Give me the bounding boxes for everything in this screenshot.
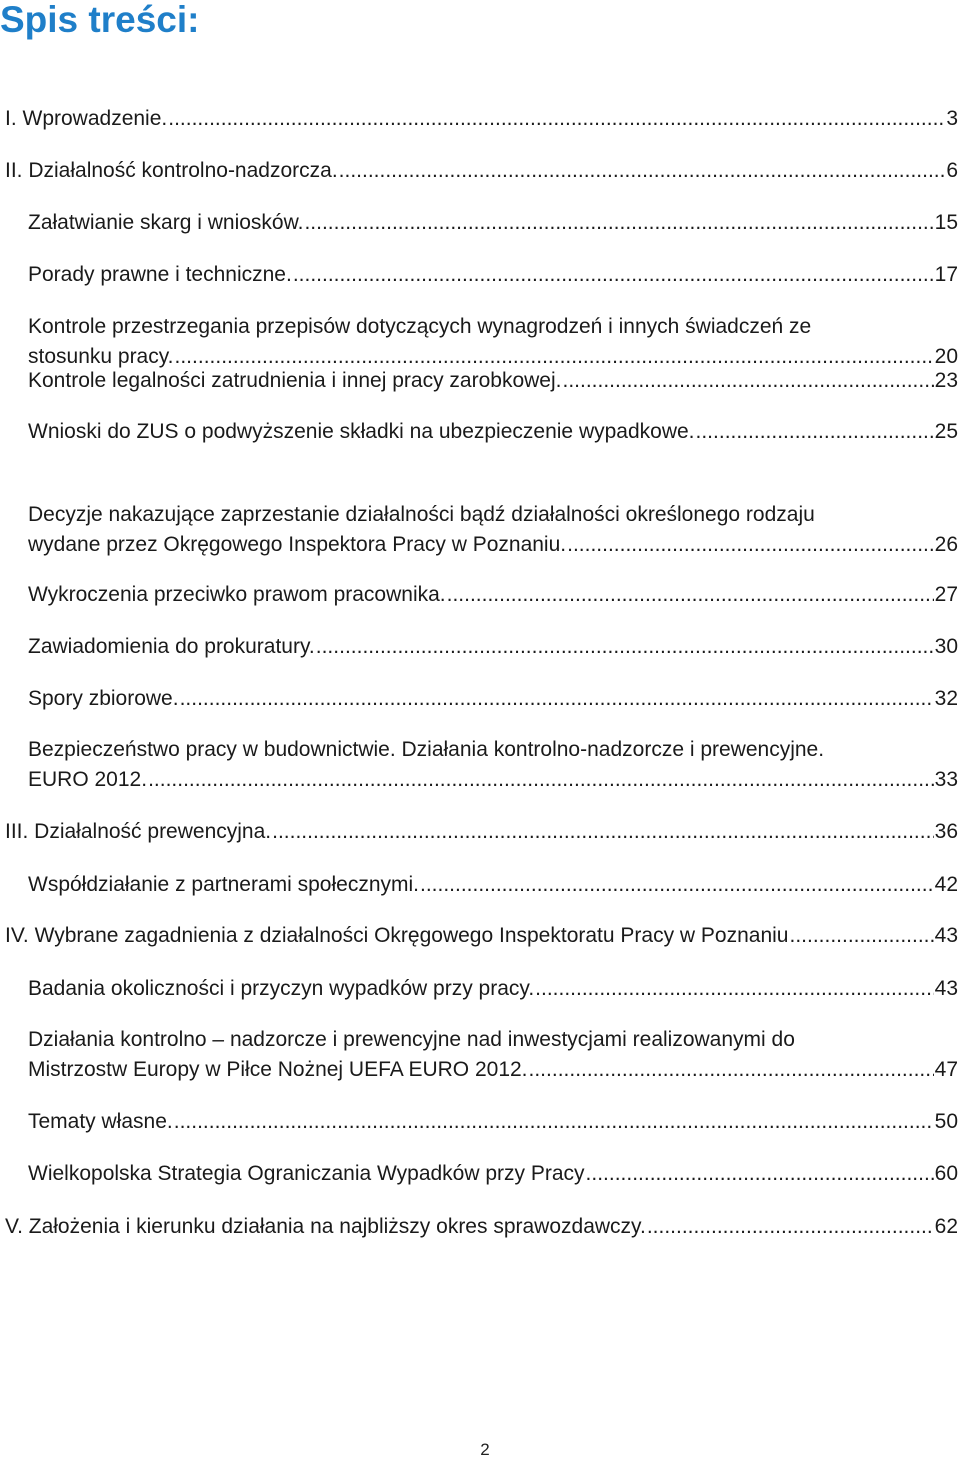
page-number: 2 [480,1440,490,1459]
toc-entry-text: EURO 2012. [28,768,148,791]
toc-page-number: 47 [934,1058,958,1081]
toc-entry[interactable] [28,684,958,714]
toc-entry-text: Współdziałanie z partnerami społecznymi. [28,873,419,896]
toc-entry[interactable] [28,500,958,560]
toc-entry-text: wydane przez Okręgowego Inspektora Pracy w Poznaniu. [28,533,567,556]
toc-entry-text: Kontrole legalności zatrudnienia i innej pracy zarobkowej. [28,369,562,392]
toc-entry-line [28,765,958,795]
toc-entry-text: I. Wprowadzenie. [5,107,168,130]
toc-page-number: 50 [934,1110,958,1133]
toc-entry-line [28,684,958,714]
toc-entry-line [28,208,958,238]
dot-leader [304,208,933,238]
toc-entry-text: stosunku pracy. [28,345,174,368]
toc-page-number: 62 [934,1215,958,1238]
toc-page-number: 20 [934,345,958,368]
toc-entry[interactable] [5,817,958,847]
dot-leader [174,1107,934,1137]
toc-entry-line [5,156,958,186]
toc-entry-text: III. Działalność prewencyjna. [5,820,272,843]
toc-entry[interactable] [28,260,958,290]
toc-entry-text: Wielkopolska Strategia Ograniczania Wypadków przy Pracy [28,1162,585,1185]
toc-entry[interactable] [28,1107,958,1137]
toc-entry-line [28,417,958,447]
toc-entry-text: Załatwianie skarg i wniosków. [28,211,304,234]
toc-entry[interactable] [5,1212,958,1242]
toc-page-number: 15 [934,211,958,234]
dot-leader [339,156,946,186]
toc-entry[interactable] [28,632,958,662]
toc-entry-line [28,735,958,765]
toc-page-number: 32 [934,687,958,710]
toc-entry[interactable] [28,870,958,900]
toc-entry[interactable] [28,312,958,372]
toc-entry-line [28,530,958,560]
dot-leader [562,366,933,396]
toc-page-number: 6 [946,159,958,182]
toc-entry[interactable] [28,208,958,238]
toc-entry-line [28,260,958,290]
dot-leader [647,1212,934,1242]
toc-entry[interactable] [5,156,958,186]
toc-entry-text: Decyzje nakazujące zaprzestanie działalności bądź działalności określonego rodzaju [28,503,815,526]
toc-entry-line [28,312,958,342]
toc-page-number: 26 [934,533,958,556]
dot-leader [586,1159,934,1189]
toc-entry[interactable] [28,417,958,447]
dot-leader [529,1055,934,1085]
toc-title: Spis treści: [0,0,200,40]
toc-entry-text: V. Założenia i kierunku działania na najbliższy okres sprawozdawczy. [5,1215,646,1238]
toc-entry[interactable] [28,580,958,610]
dot-leader [272,817,934,847]
toc-entry-text: II. Działalność kontrolno-nadzorcza. [5,159,338,182]
toc-page-number: 17 [934,263,958,286]
toc-entry-line [28,1107,958,1137]
toc-page-number: 30 [934,635,958,658]
dot-leader [180,684,934,714]
toc-entry[interactable] [28,366,958,396]
toc-entry[interactable] [5,921,958,951]
dot-leader [696,417,934,447]
dot-leader [293,260,934,290]
toc-entry-line [5,1212,958,1242]
dot-leader [148,765,934,795]
dot-leader [420,870,934,900]
toc-entry[interactable] [28,1159,958,1189]
toc-page-number: 43 [934,977,958,1000]
toc-entry[interactable] [28,735,958,795]
toc-page-number: 60 [934,1162,958,1185]
toc-entry-text: Badania okoliczności i przyczyn wypadków przy pracy. [28,977,535,1000]
toc-entry-line [28,580,958,610]
toc-entry-line [28,632,958,662]
toc-entry-line [5,921,958,951]
toc-entry-text: Mistrzostw Europy w Piłce Nożnej UEFA EURO 2012. [28,1058,528,1081]
toc-entry-text: Wykroczenia przeciwko prawom pracownika. [28,583,446,606]
toc-entry-text: Spory zbiorowe. [28,687,179,710]
toc-entry-line [28,974,958,1004]
dot-leader [535,974,933,1004]
toc-page-number: 43 [934,924,958,947]
toc-entry-line [5,817,958,847]
toc-page-number: 42 [934,873,958,896]
dot-leader [168,104,945,134]
toc-page-number: 33 [934,768,958,791]
toc-entry-text: Tematy własne. [28,1110,173,1133]
toc-entry-line [28,870,958,900]
dot-leader [447,580,934,610]
toc-entry-text: Wnioski do ZUS o podwyższenie składki na ubezpieczenie wypadkowe. [28,420,695,443]
toc-entry[interactable] [5,104,958,134]
dot-leader [789,921,933,951]
toc-entry[interactable] [28,1025,958,1085]
toc-entry-line [28,1025,958,1055]
toc-entry[interactable] [28,974,958,1004]
toc-entry-line [28,1159,958,1189]
toc-page-number: 25 [934,420,958,443]
toc-entry-line [28,500,958,530]
toc-entry-line [28,366,958,396]
toc-entry-text: Zawiadomienia do prokuratury. [28,635,315,658]
toc-page-number: 23 [934,369,958,392]
toc-entry-text: Bezpieczeństwo pracy w budownictwie. Działania kontrolno-nadzorcze i prewencyjne. [28,738,825,761]
toc-entry-line [5,104,958,134]
toc-page-number: 36 [934,820,958,843]
toc-entry-line [28,1055,958,1085]
toc-page-number: 3 [946,107,958,130]
toc-entry-text: Porady prawne i techniczne. [28,263,292,286]
dot-leader [316,632,934,662]
dot-leader [567,530,934,560]
toc-entry-text: IV. Wybrane zagadnienia z działalności Okręgowego Inspektoratu Pracy w Poznaniu [5,924,789,947]
toc-entry-text: Działania kontrolno – nadzorcze i prewencyjne nad inwestycjami realizowanymi do [28,1028,795,1051]
toc-page-number: 27 [934,583,958,606]
toc-entry-text: Kontrole przestrzegania przepisów dotyczących wynagrodzeń i innych świadczeń ze [28,315,812,338]
